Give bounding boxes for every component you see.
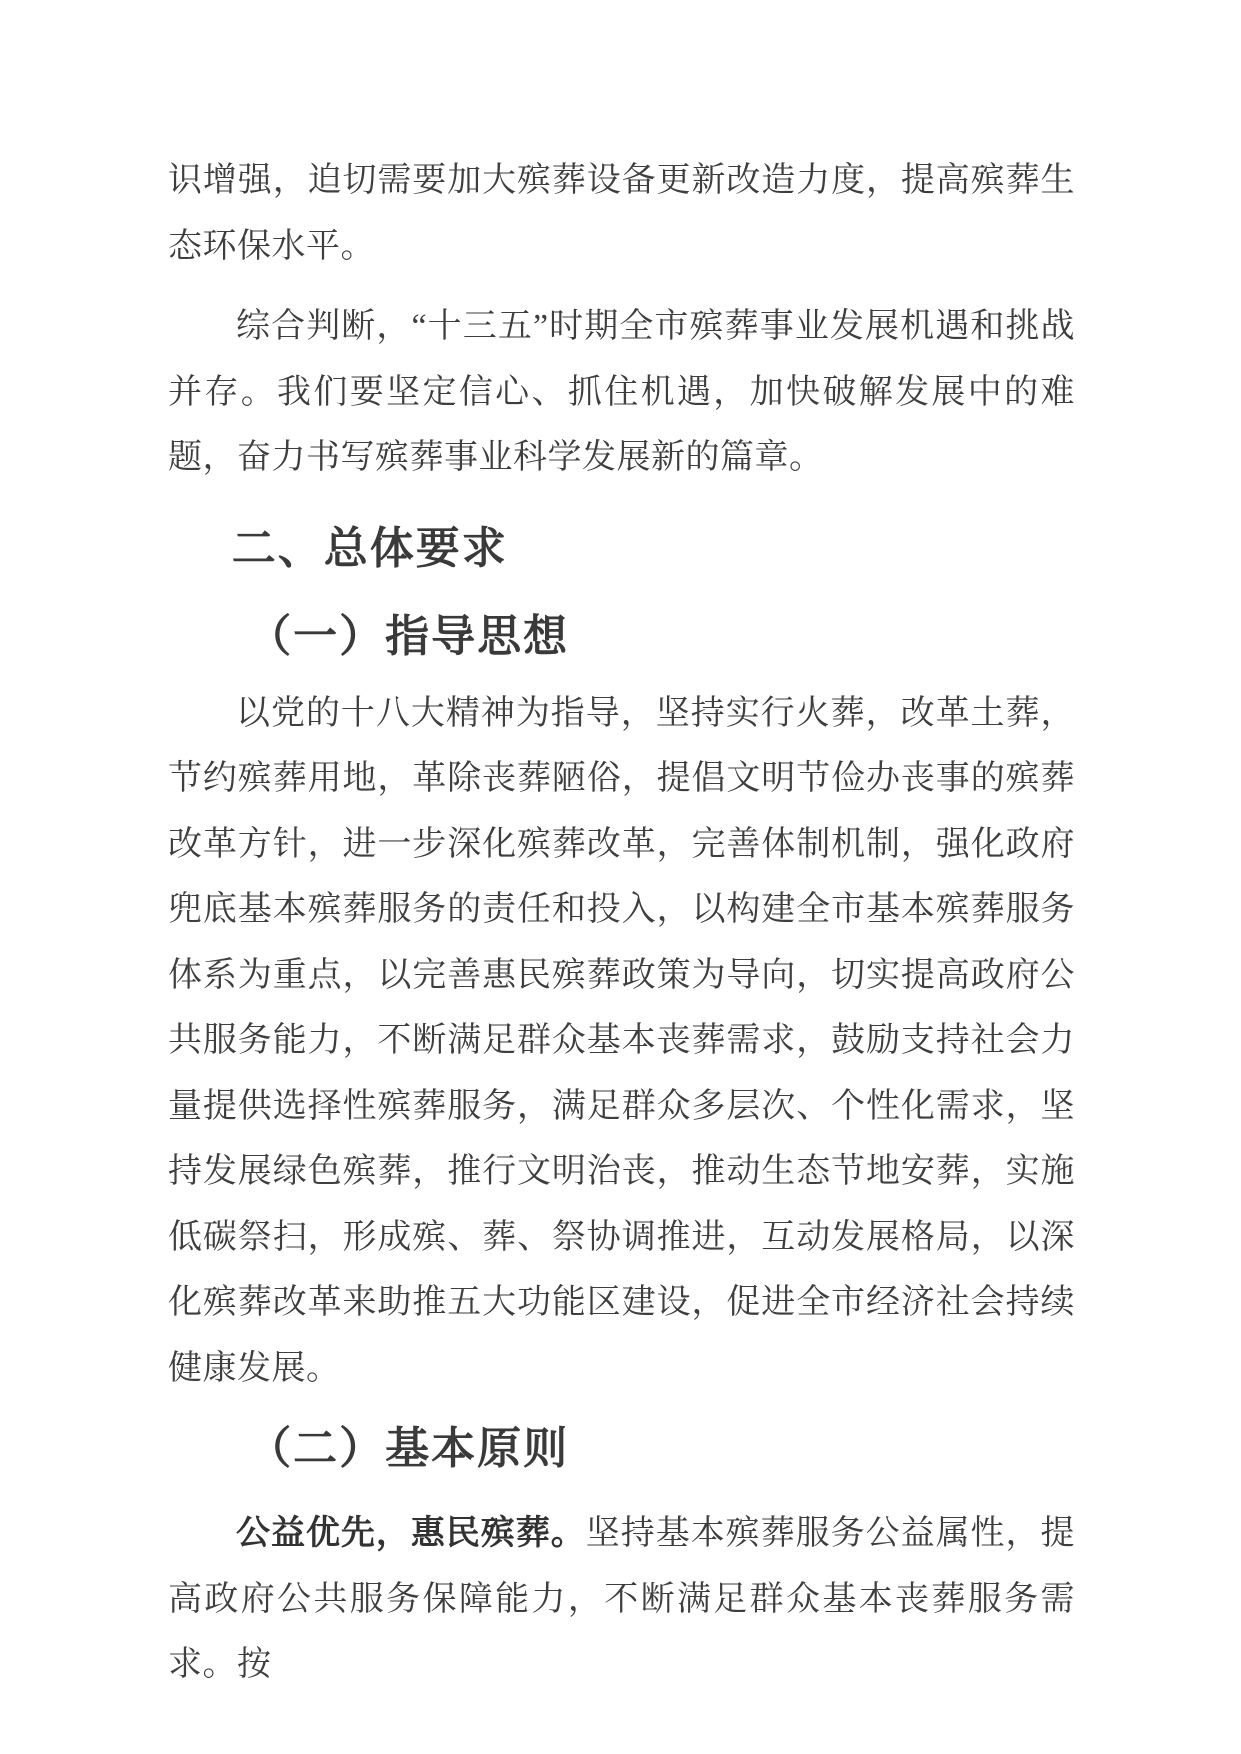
principle-body-text: 坚持基本殡葬服务公益属性，提高政府公共服务保障能力，不断满足群众基本丧葬服务需求。按: [168, 1515, 1076, 1683]
principle-lead-bold-text: 公益优先，惠民殡葬。: [236, 1515, 586, 1552]
paragraph-summary: 综合判断，“十三五”时期全市殡葬事业发展机遇和挑战并存。我们要坚定信心、抓住机遇，加快破解发展中的难题，奋力书写殡葬事业科学发展新的篇章。: [168, 308, 1075, 476]
paragraph-continuation: 识增强，迫切需要加大殡葬设备更新改造力度，提高殡葬生态环保水平。: [168, 162, 1075, 265]
section-heading-overall-requirements: 二、总体要求: [231, 523, 508, 573]
subsection-heading-basic-principles: （二）基本原则: [247, 1424, 570, 1473]
paragraph-guiding-thought: 以党的十八大精神为指导，坚持实行火葬，改革土葬，节约殡葬用地，革除丧葬陋俗，提倡文明节俭办丧事的殡葬改革方针，进一步深化殡葬改革，完善体制机制，强化政府兜底基本殡葬服务的责任和投入，以构建全市基本殡葬服务体系为重点，以完善惠民殡葬政策为导向，切实提高政府公共服务能力，不断满足群众基本丧葬需求，鼓励支持社会力量提供选择性殡葬服务，满足群众多层次、个性化需求，坚持发展绿色殡葬，推行文明治丧，推动生态节地安葬，实施低碳祭扫，形成殡、葬、祭协调推进，互动发展格局，以深化殡葬改革来助推五大功能区建设，促进全市经济社会持续健康发展。: [168, 694, 1075, 1387]
subsection-heading-guiding-thought: （一）指导思想: [247, 611, 570, 661]
paragraph-basic-principles: [168, 1501, 1075, 1698]
